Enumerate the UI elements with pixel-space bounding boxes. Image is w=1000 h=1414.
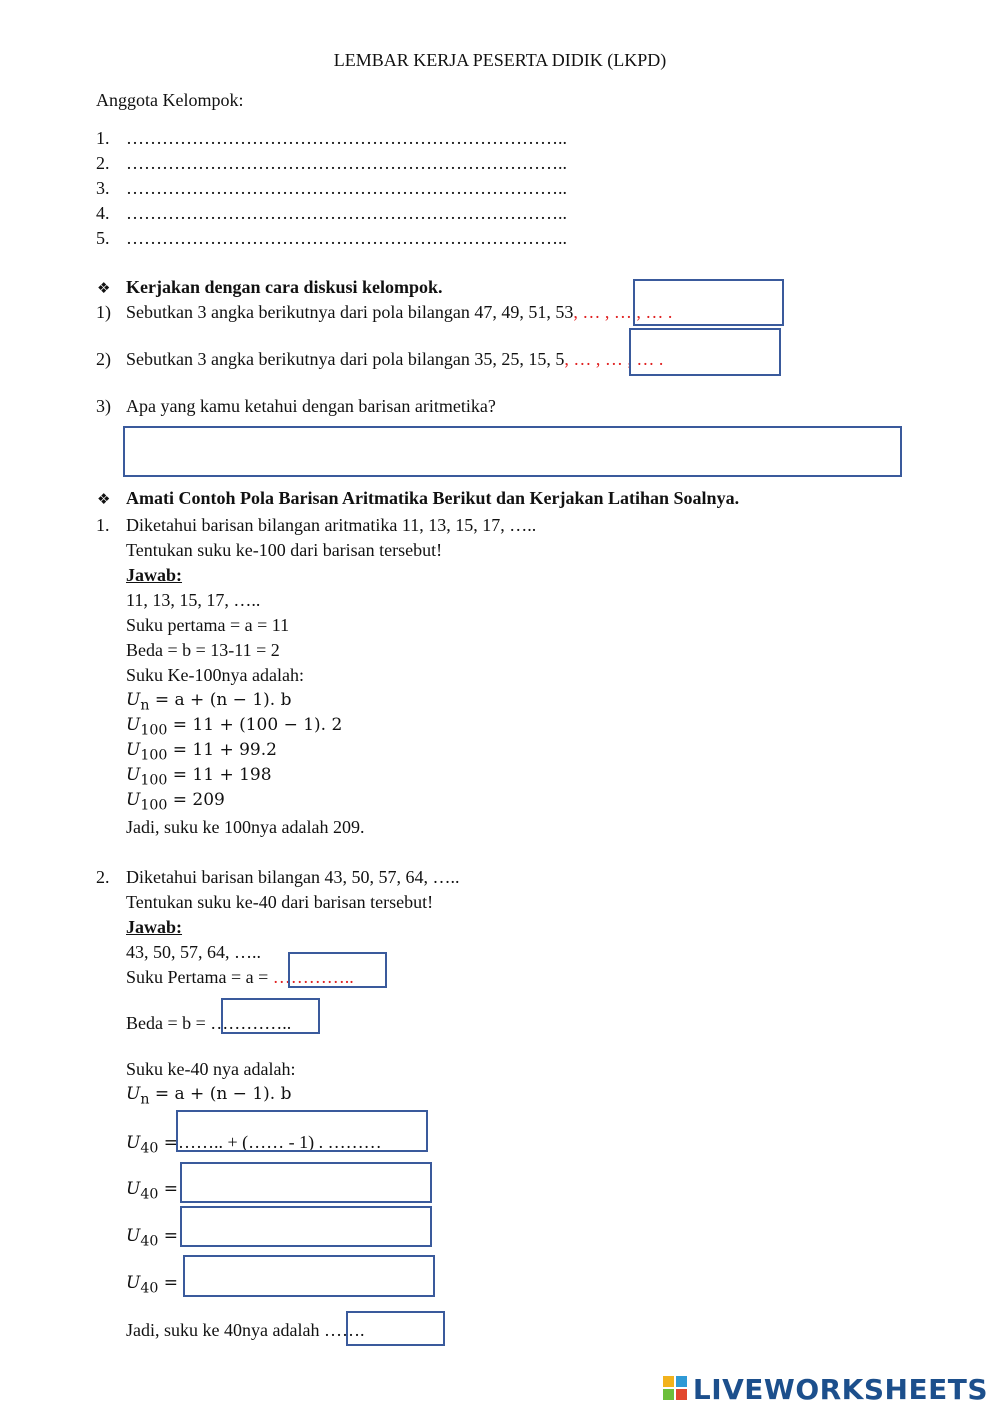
answer-box-difference[interactable] — [221, 998, 320, 1034]
formula-body: = a + (n − 1). b — [149, 690, 292, 710]
formula-general: $U_n = a + (n - 1)$. b — [126, 1084, 292, 1108]
formula-body: = 209 — [167, 790, 225, 810]
formula-subscript: 100 — [140, 722, 168, 739]
difference-label: Beda = b = — [126, 1013, 211, 1033]
member-line: ……………………………………………………………….. — [126, 228, 567, 248]
formula-subscript: 100 — [140, 772, 168, 789]
formula-subscript: n — [140, 1091, 150, 1108]
example-2-line2: Tentukan suku ke-40 dari barisan tersebut! — [126, 892, 434, 912]
formula-body: = 11 + 198 — [167, 765, 272, 785]
formula-subscript: 40 — [140, 1186, 159, 1203]
member-number: 3. — [96, 178, 110, 198]
section1-heading: Kerjakan dengan cara diskusi kelompok. — [126, 277, 443, 297]
formula-equals: = — [158, 1133, 178, 1153]
liveworksheets-logo-icon — [663, 1376, 689, 1402]
formula-equals: = — [158, 1226, 178, 1246]
question-2-prompt: Sebutkan 3 angka berikutnya dari pola bilangan 35, 25, 15, 5 — [126, 349, 565, 369]
example-1-line1: Diketahui barisan bilangan aritmatika 11, 13, 15, 17, ….. — [126, 515, 537, 535]
example-number: 2. — [96, 867, 110, 887]
difference-blank: ………….. — [210, 1013, 292, 1033]
formula-subscript: n — [140, 697, 150, 714]
question-number: 3) — [96, 396, 111, 416]
formula-subscript: 100 — [140, 747, 168, 764]
example-1-conclusion: Jadi, suku ke 100nya adalah 209. — [126, 817, 365, 837]
question-2-text — [126, 348, 663, 370]
formula-step: $U_{40}$ = — [126, 1273, 178, 1297]
formula-step: $U_{40}$ = — [126, 1226, 178, 1250]
formula-subscript: 40 — [140, 1233, 159, 1250]
question-2-blank: , … , … , … . — [564, 349, 664, 369]
diamond-bullet-icon: ❖ — [97, 490, 111, 508]
formula-subscript: 40 — [140, 1140, 159, 1157]
formula-subscript: 100 — [140, 797, 168, 814]
formula-step: $U_{40}$ = — [126, 1179, 178, 1203]
section2-heading: Amati Contoh Pola Barisan Aritmatika Berikut dan Kerjakan Latihan Soalnya. — [126, 488, 740, 508]
formula-step: $U_{100} = 11 + (100 - 1)$. 2 — [126, 715, 343, 739]
formula-general: $U_n = a + (n - 1)$. b — [126, 690, 292, 714]
formula-equals: = — [158, 1273, 178, 1293]
formula-step-1-template: …….. + (…… - 1) . ……… — [178, 1132, 382, 1152]
example-1-difference: Beda = b = 13-11 = 2 — [126, 640, 280, 660]
example-2-term-label: Suku ke-40 nya adalah: — [126, 1059, 296, 1079]
formula-equals: = — [158, 1179, 178, 1199]
formula-body: = 11 + 99.2 — [167, 740, 277, 760]
conclusion-blank: ……. — [323, 1320, 365, 1340]
formula-step: $U_{40}$ =…….. + (…… - 1) . ……… — [126, 1132, 382, 1157]
example-1-first-term: Suku pertama = a = 11 — [126, 615, 290, 635]
formula-subscript: 40 — [140, 1280, 159, 1297]
example-2-line1: Diketahui barisan bilangan 43, 50, 57, 64, ….. — [126, 867, 460, 887]
member-number: 2. — [96, 153, 110, 173]
example-number: 1. — [96, 515, 110, 535]
member-line: ……………………………………………………………….. — [126, 203, 567, 223]
answer-box-q1[interactable] — [633, 279, 784, 326]
diamond-bullet-icon: ❖ — [97, 279, 111, 297]
formula-body: = 11 + (100 − 1). 2 — [167, 715, 343, 735]
conclusion-label: Jadi, suku ke 40nya adalah — [126, 1320, 324, 1340]
formula-body: = a + (n − 1). b — [149, 1084, 292, 1104]
members-label: Anggota Kelompok: — [96, 90, 244, 110]
formula-step: $U_{100} = 11 + 198$ — [126, 765, 272, 789]
answer-box-step4[interactable] — [183, 1255, 435, 1297]
question-3-text: Apa yang kamu ketahui dengan barisan aritmetika? — [126, 396, 496, 416]
question-1-prompt: Sebutkan 3 angka berikutnya dari pola bilangan 47, 49, 51, 53 — [126, 302, 574, 322]
example-2-sequence: 43, 50, 57, 64, ….. — [126, 942, 261, 962]
member-number: 1. — [96, 128, 110, 148]
answer-box-step1[interactable] — [176, 1110, 428, 1152]
first-term-blank: ………….. — [272, 967, 354, 987]
jawab-label: Jawab: — [126, 565, 183, 585]
question-1-blank: , … , … , … . — [573, 302, 673, 322]
example-1-sequence: 11, 13, 15, 17, ….. — [126, 590, 261, 610]
question-number: 2) — [96, 349, 111, 369]
member-line: ……………………………………………………………….. — [126, 128, 567, 148]
logo-text: LIVEWORKSHEETS — [692, 1372, 988, 1406]
jawab-label: Jawab: — [126, 917, 183, 937]
page-title: LEMBAR KERJA PESERTA DIDIK (LKPD) — [333, 50, 667, 70]
question-1-text — [126, 301, 672, 323]
member-number: 4. — [96, 203, 110, 223]
answer-box-step3[interactable] — [180, 1206, 432, 1247]
liveworksheets-logo — [663, 1372, 988, 1406]
answer-box-q3[interactable] — [123, 426, 902, 477]
member-number: 5. — [96, 228, 110, 248]
question-number: 1) — [96, 302, 111, 322]
example-2-conclusion — [126, 1319, 364, 1341]
formula-step: $U_{100} = 11 + 99.2$ — [126, 740, 277, 764]
answer-box-first-term[interactable] — [288, 952, 387, 988]
answer-box-conclusion[interactable] — [346, 1311, 445, 1346]
answer-box-step2[interactable] — [180, 1162, 432, 1203]
formula-step: $U_{100} = 209$ — [126, 790, 225, 814]
example-1-line2: Tentukan suku ke-100 dari barisan tersebut! — [126, 540, 443, 560]
member-line: ……………………………………………………………….. — [126, 153, 567, 173]
example-1-term-label: Suku Ke-100nya adalah: — [126, 665, 304, 685]
first-term-label: Suku Pertama = a = — [126, 967, 273, 987]
member-line: ……………………………………………………………….. — [126, 178, 567, 198]
answer-box-q2[interactable] — [629, 328, 781, 376]
